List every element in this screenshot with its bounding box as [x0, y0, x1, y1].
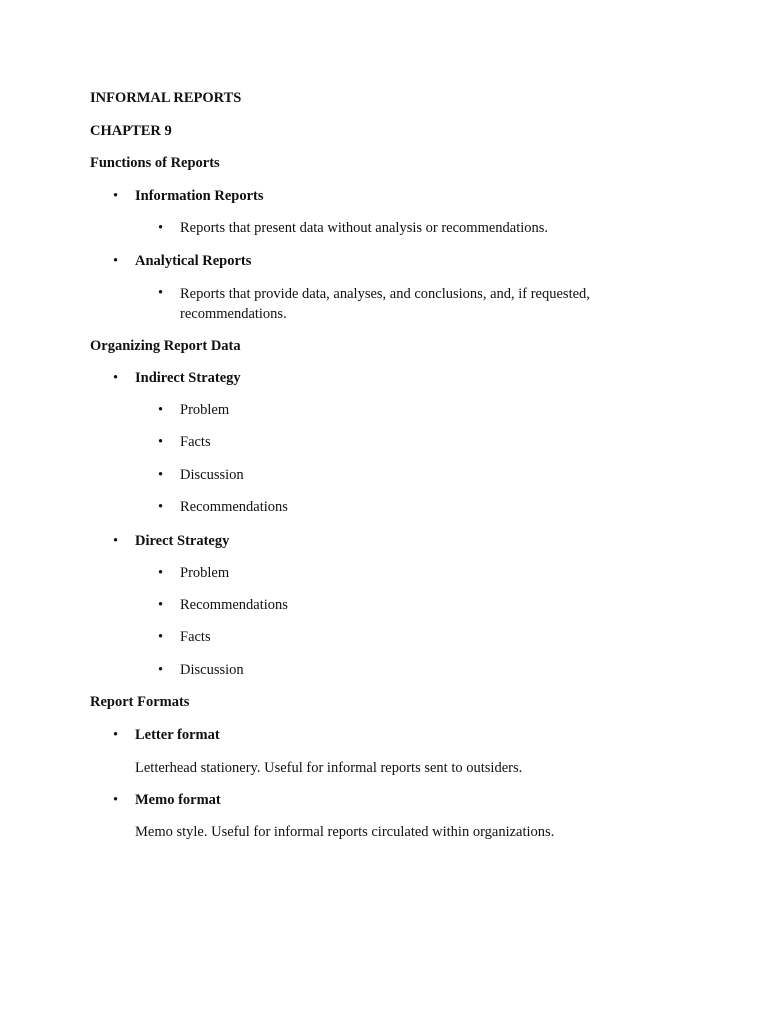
indirect-step-recommendations: Recommendations: [180, 499, 288, 515]
bullet-marker: •: [158, 662, 164, 678]
analytical-reports-detail: Reports that provide data, analyses, and conclusions, and, if requested, recommendations.: [180, 286, 590, 322]
section-heading-formats: Report Formats: [90, 694, 190, 710]
list-item-analytical-reports: Analytical Reports: [135, 253, 252, 269]
direct-step-discussion: Discussion: [180, 662, 244, 678]
bullet-marker: •: [158, 285, 164, 301]
bullet-marker: •: [158, 220, 164, 236]
section-heading-functions: Functions of Reports: [90, 155, 220, 171]
information-reports-detail: Reports that present data without analysis or recommendations.: [180, 220, 549, 236]
indirect-step-facts: Facts: [180, 434, 211, 450]
bullet-marker: •: [158, 597, 164, 613]
memo-format-detail: Memo style. Useful for informal reports circulated within organizations.: [135, 824, 555, 840]
indirect-step-discussion: Discussion: [180, 467, 244, 483]
bullet-marker: •: [158, 629, 164, 645]
direct-step-facts: Facts: [180, 629, 211, 645]
bullet-marker: •: [113, 370, 119, 386]
direct-step-recommendations: Recommendations: [180, 597, 288, 613]
bullet-marker: •: [113, 188, 119, 204]
bullet-marker: •: [158, 434, 164, 450]
list-item-indirect-strategy: Indirect Strategy: [135, 370, 241, 386]
bullet-marker: •: [113, 792, 119, 808]
bullet-marker: •: [158, 467, 164, 483]
bullet-marker: •: [113, 533, 119, 549]
list-item-direct-strategy: Direct Strategy: [135, 533, 230, 549]
bullet-marker: •: [158, 565, 164, 581]
chapter-heading: CHAPTER 9: [90, 123, 172, 139]
direct-step-problem: Problem: [180, 565, 230, 581]
bullet-marker: •: [113, 727, 119, 743]
letter-format-detail: Letterhead stationery. Useful for informal reports sent to outsiders.: [135, 760, 523, 776]
bullet-marker: •: [113, 253, 119, 269]
indirect-step-problem: Problem: [180, 402, 230, 418]
list-item-information-reports: Information Reports: [135, 188, 264, 204]
bullet-marker: •: [158, 499, 164, 515]
list-item-letter-format: Letter format: [135, 727, 220, 743]
list-item-memo-format: Memo format: [135, 792, 221, 808]
bullet-marker: •: [158, 402, 164, 418]
section-heading-organizing: Organizing Report Data: [90, 338, 241, 354]
document-title: INFORMAL REPORTS: [90, 90, 242, 106]
